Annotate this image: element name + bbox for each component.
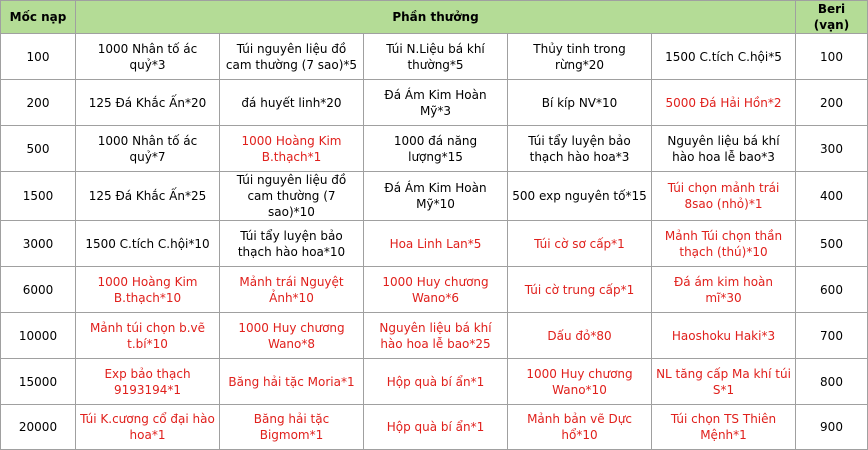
moc-nap-cell: 500 [1,126,76,172]
header-beri: Beri (vạn) [796,1,868,34]
reward-cell: 1000 Hoàng Kim B.thạch*1 [220,126,364,172]
table-row [1,126,868,172]
table-row [1,172,868,221]
beri-cell: 500 [796,221,868,267]
reward-cell: Túi tẩy luyện bảo thạch hào hoa*3 [508,126,652,172]
reward-cell: Túi chọn mảnh trái 8sao (nhỏ)*1 [652,172,796,221]
beri-cell: 900 [796,405,868,450]
reward-cell: 1500 C.tích C.hội*5 [652,34,796,80]
reward-cell: Thủy tinh trong rừng*20 [508,34,652,80]
reward-cell: Bí kíp NV*10 [508,80,652,126]
reward-cell: Nguyên liệu bá khí hào hoa lễ bao*25 [364,313,508,359]
reward-cell: Mảnh trái Nguyệt Ảnh*10 [220,267,364,313]
reward-cell: 5000 Đá Hải Hồn*2 [652,80,796,126]
reward-cell: Hoa Linh Lan*5 [364,221,508,267]
beri-cell: 800 [796,359,868,405]
reward-cell: Đá ám kim hoàn mĩ*30 [652,267,796,313]
reward-cell: Dấu đỏ*80 [508,313,652,359]
moc-nap-cell: 3000 [1,221,76,267]
beri-cell: 400 [796,172,868,221]
reward-cell: Hộp quà bí ẩn*1 [364,359,508,405]
reward-cell: Túi chọn TS Thiên Mệnh*1 [652,405,796,450]
reward-cell: Túi nguyên liệu đồ cam thường (7 sao)*5 [220,34,364,80]
table-row [1,34,868,80]
reward-cell: Hộp quà bí ẩn*1 [364,405,508,450]
reward-cell: Túi cờ trung cấp*1 [508,267,652,313]
reward-cell: 125 Đá Khắc Ấn*20 [76,80,220,126]
header-moc-nap: Mốc nạp [1,1,76,34]
beri-cell: 700 [796,313,868,359]
moc-nap-cell: 15000 [1,359,76,405]
table-row [1,313,868,359]
reward-cell: Mảnh Túi chọn thần thạch (thú)*10 [652,221,796,267]
moc-nap-cell: 100 [1,34,76,80]
beri-cell: 300 [796,126,868,172]
moc-nap-cell: 1500 [1,172,76,221]
reward-cell: Exp bảo thạch 9193194*1 [76,359,220,405]
reward-cell: 500 exp nguyên tố*15 [508,172,652,221]
beri-cell: 600 [796,267,868,313]
reward-cell: Mảnh túi chọn b.vẽ t.bí*10 [76,313,220,359]
reward-cell: Túi K.cương cổ đại hào hoa*1 [76,405,220,450]
reward-cell: 1000 Nhân tố ác quỷ*7 [76,126,220,172]
moc-nap-cell: 10000 [1,313,76,359]
table-row [1,405,868,450]
reward-cell: Túi nguyên liệu đồ cam thường (7 sao)*10 [220,172,364,221]
table-row [1,267,868,313]
table-row [1,359,868,405]
reward-cell: Túi tẩy luyện bảo thạch hào hoa*10 [220,221,364,267]
moc-nap-cell: 20000 [1,405,76,450]
reward-cell: 1000 Huy chương Wano*6 [364,267,508,313]
reward-cell: 125 Đá Khắc Ấn*25 [76,172,220,221]
reward-cell: Haoshoku Haki*3 [652,313,796,359]
reward-cell: 1000 Hoàng Kim B.thạch*10 [76,267,220,313]
reward-cell: Đá Ám Kim Hoàn Mỹ*10 [364,172,508,221]
table-row [1,80,868,126]
reward-cell: 1000 Nhân tố ác quỷ*3 [76,34,220,80]
moc-nap-cell: 200 [1,80,76,126]
header-phan-thuong: Phần thưởng [76,1,796,34]
header-row [1,1,868,34]
reward-cell: Băng hải tặc Bigmom*1 [220,405,364,450]
reward-cell: Đá Ám Kim Hoàn Mỹ*3 [364,80,508,126]
moc-nap-cell: 6000 [1,267,76,313]
table-row [1,221,868,267]
beri-cell: 200 [796,80,868,126]
reward-cell: Túi cờ sơ cấp*1 [508,221,652,267]
reward-cell: đá huyết linh*20 [220,80,364,126]
reward-cell: Băng hải tặc Moria*1 [220,359,364,405]
reward-cell: 1000 Huy chương Wano*10 [508,359,652,405]
reward-cell: Nguyên liệu bá khí hào hoa lễ bao*3 [652,126,796,172]
reward-cell: 1500 C.tích C.hội*10 [76,221,220,267]
beri-cell: 100 [796,34,868,80]
reward-cell: 1000 Huy chương Wano*8 [220,313,364,359]
reward-cell: NL tăng cấp Ma khí túi S*1 [652,359,796,405]
reward-cell: Túi N.Liệu bá khí thường*5 [364,34,508,80]
reward-cell: 1000 đá năng lượng*15 [364,126,508,172]
table-body [1,34,868,450]
reward-cell: Mảnh bản vẽ Dực hổ*10 [508,405,652,450]
